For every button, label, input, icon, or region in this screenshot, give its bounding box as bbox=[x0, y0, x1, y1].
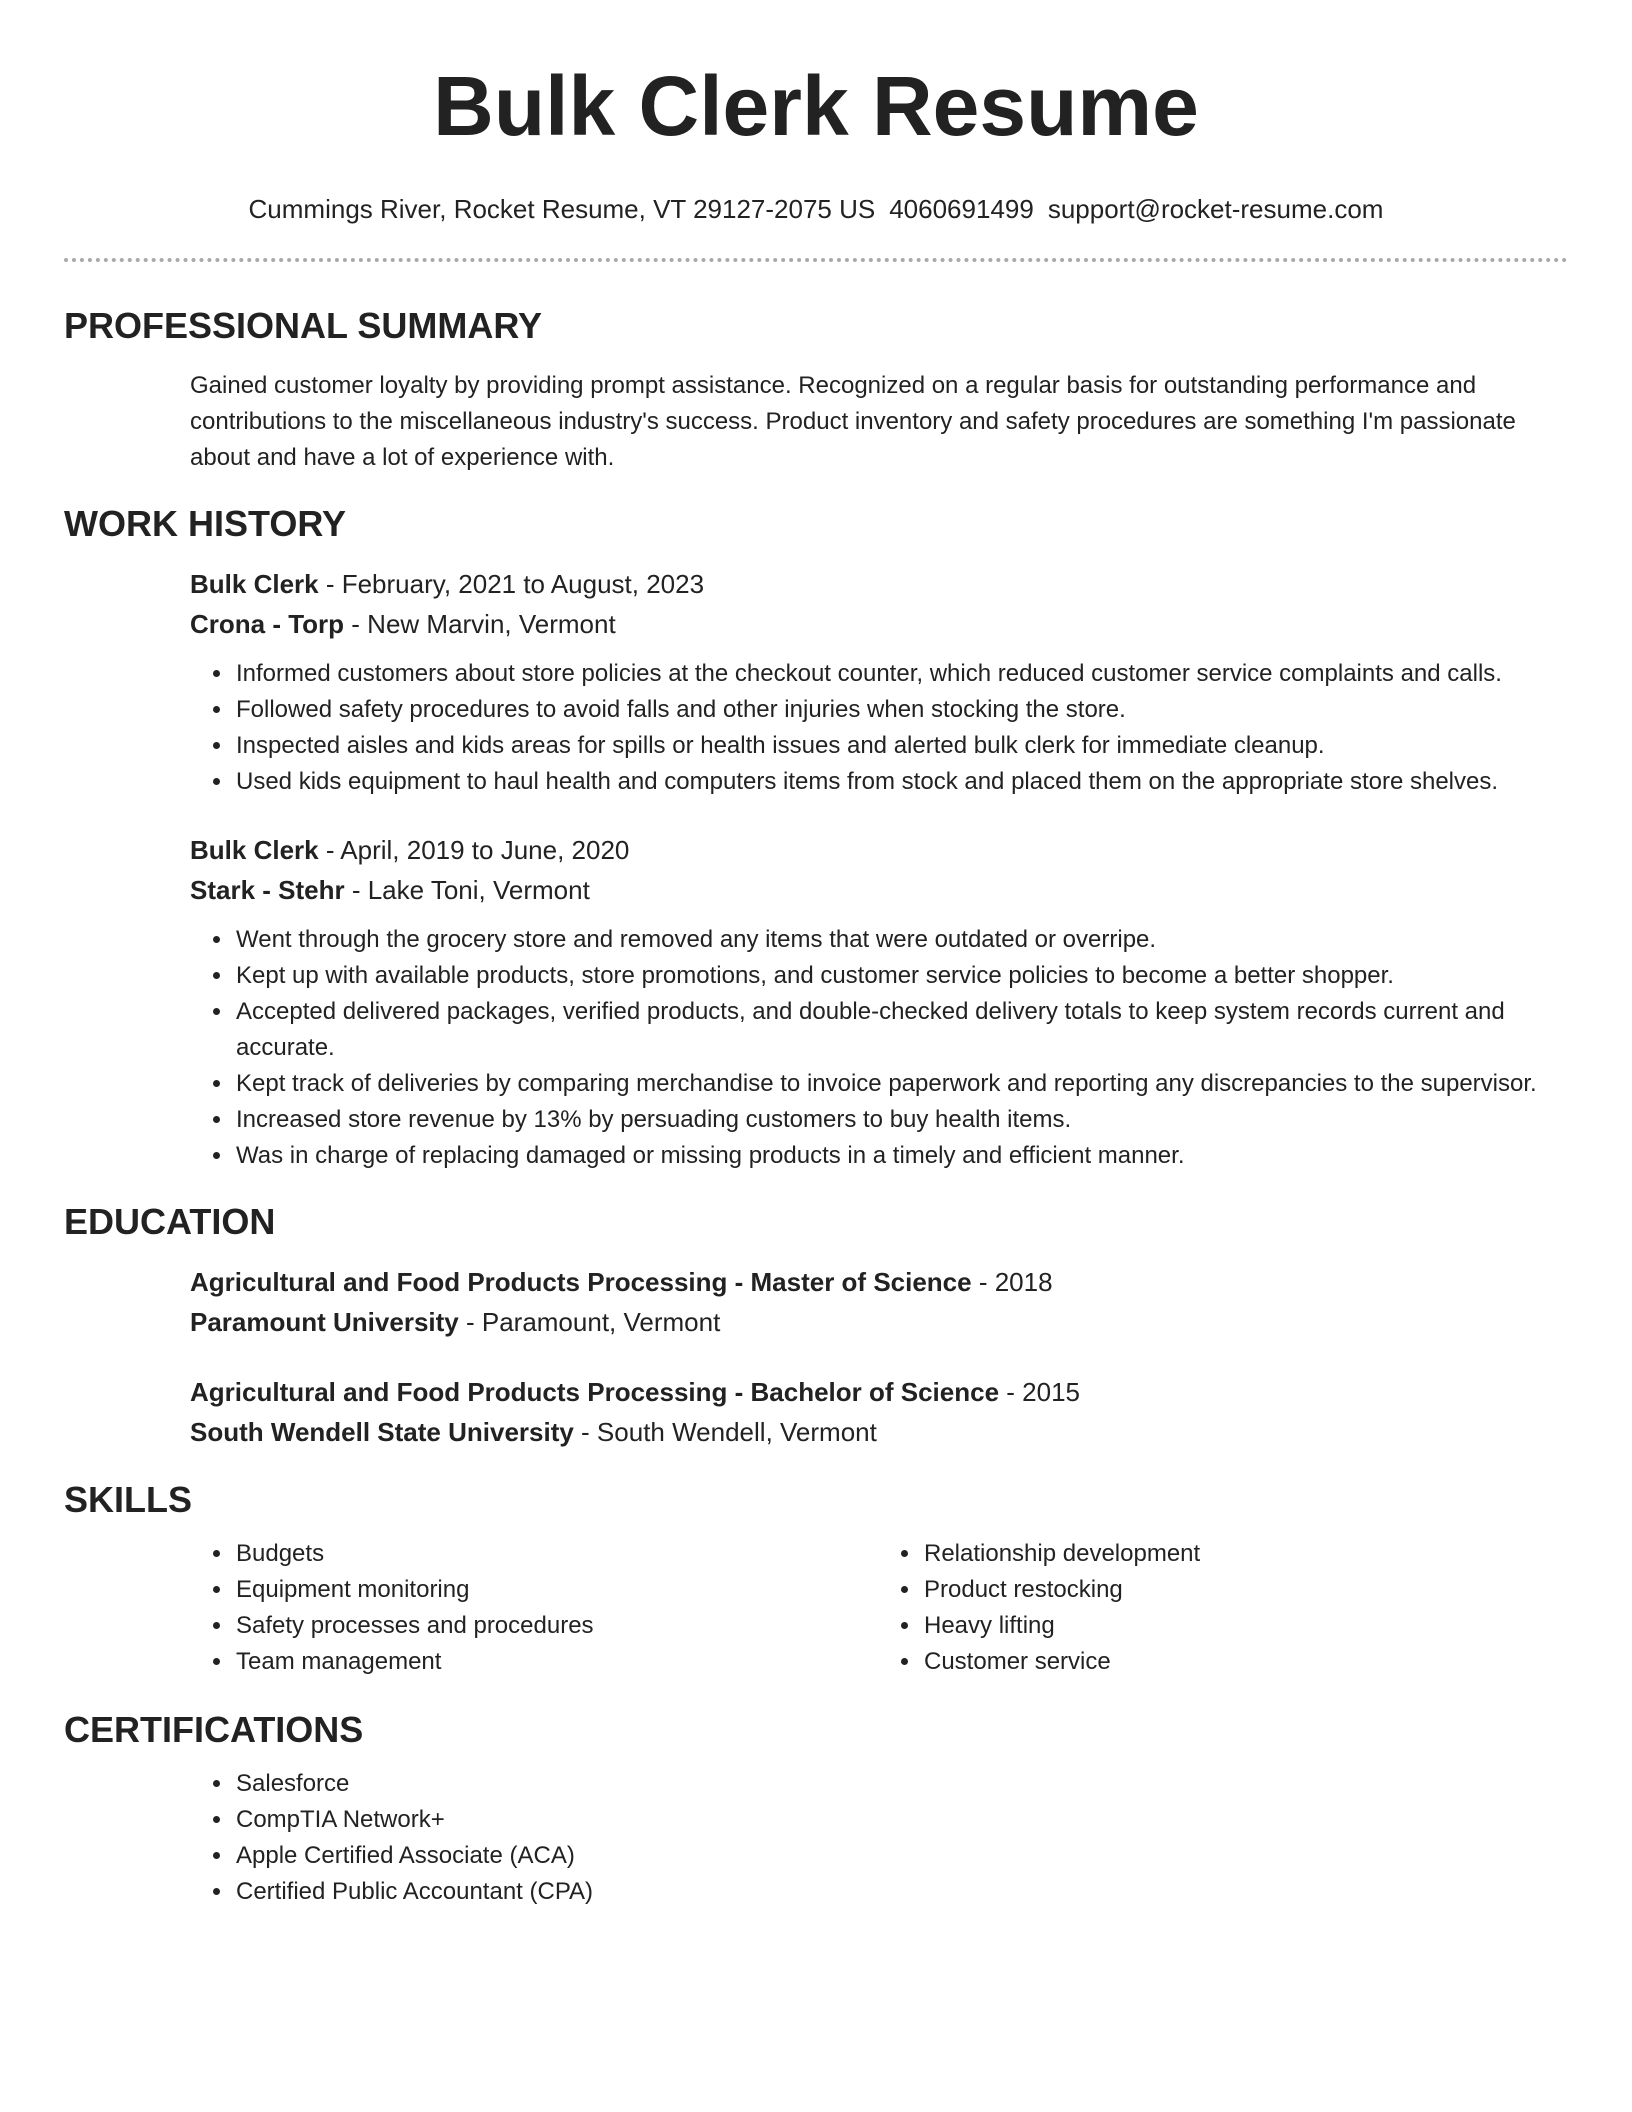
skills-grid bbox=[64, 1536, 1568, 1680]
list-item: • Accepted delivered packages, verified products, and double-checked delivery totals to keep system records current and accurate. bbox=[234, 994, 1568, 1066]
school-line bbox=[190, 1412, 1568, 1452]
list-item: • Kept track of deliveries by comparing merchandise to invoice paperwork and reporting any discrepancies to the supervisor. bbox=[234, 1066, 1568, 1102]
education-heading: EDUCATION bbox=[64, 1201, 276, 1242]
work-history-heading: WORK HISTORY bbox=[64, 503, 347, 544]
job-location: - New Marvin, Vermont bbox=[344, 609, 616, 639]
list-item: • Product restocking bbox=[922, 1572, 1568, 1608]
education-entry bbox=[64, 1372, 1568, 1452]
summary-text: Gained customer loyalty by providing prompt assistance. Recognized on a regular basis for outstanding performance and contributions to the miscellaneous industry's success. Product inventory and safety procedures are something I'm passionate about and have a lot of experience with. bbox=[190, 372, 1516, 471]
job-entry bbox=[64, 564, 1568, 800]
list-item: • Safety processes and procedures bbox=[234, 1608, 880, 1644]
degree-year: - 2015 bbox=[999, 1377, 1080, 1407]
job-title-line bbox=[190, 564, 1568, 604]
certifications-heading: CERTIFICATIONS bbox=[64, 1709, 364, 1750]
job-company-line bbox=[190, 870, 1568, 910]
summary-heading: PROFESSIONAL SUMMARY bbox=[64, 305, 543, 346]
degree-line bbox=[190, 1372, 1568, 1412]
list-item: • Relationship development bbox=[922, 1536, 1568, 1572]
school-name: Paramount University bbox=[190, 1307, 459, 1337]
list-item: • Certified Public Accountant (CPA) bbox=[234, 1874, 1568, 1910]
job-company: Crona - Torp bbox=[190, 609, 345, 639]
list-item: • Informed customers about store policies at the checkout counter, which reduced customer service complaints and calls. bbox=[234, 656, 1568, 692]
list-item: • Team management bbox=[234, 1644, 880, 1680]
job-title: Bulk Clerk bbox=[190, 569, 319, 599]
skills-list-left bbox=[64, 1536, 880, 1680]
school-location: - Paramount, Vermont bbox=[458, 1307, 721, 1337]
degree-name: Agricultural and Food Products Processing - Master of Science bbox=[190, 1267, 972, 1297]
job-title-line bbox=[190, 830, 1568, 870]
contact-phone: 4060691499 bbox=[889, 194, 1034, 224]
job-bullets bbox=[64, 922, 1568, 1174]
resume-title: Bulk Clerk Resume bbox=[433, 59, 1199, 153]
school-line bbox=[190, 1302, 1568, 1342]
skills-list-right bbox=[880, 1536, 1568, 1680]
job-bullets bbox=[64, 656, 1568, 800]
degree-year: - 2018 bbox=[971, 1267, 1053, 1297]
header-divider bbox=[64, 258, 1568, 262]
resume-page bbox=[64, 0, 1568, 1910]
list-item: • Used kids equipment to haul health and computers items from stock and placed them on the appropriate store shelves. bbox=[234, 764, 1568, 800]
degree-name: Agricultural and Food Products Processing - Bachelor of Science bbox=[190, 1377, 1000, 1407]
job-dates: - April, 2019 to June, 2020 bbox=[318, 835, 630, 865]
skills-heading: SKILLS bbox=[64, 1479, 193, 1520]
job-company-line bbox=[190, 604, 1568, 644]
list-item: • Followed safety procedures to avoid falls and other injuries when stocking the store. bbox=[234, 692, 1568, 728]
list-item: • Went through the grocery store and removed any items that were outdated or overripe. bbox=[234, 922, 1568, 958]
degree-line bbox=[190, 1262, 1568, 1302]
list-item: • Inspected aisles and kids areas for spills or health issues and alerted bulk clerk for immediate cleanup. bbox=[234, 728, 1568, 764]
contact-address: Cummings River, Rocket Resume, VT 29127-2075 US bbox=[248, 194, 876, 224]
list-item: • Customer service bbox=[922, 1644, 1568, 1680]
school-name: South Wendell State University bbox=[190, 1417, 574, 1447]
list-item: • CompTIA Network+ bbox=[234, 1802, 1568, 1838]
list-item: • Equipment monitoring bbox=[234, 1572, 880, 1608]
education-entry bbox=[64, 1262, 1568, 1342]
job-title: Bulk Clerk bbox=[190, 835, 319, 865]
list-item: • Apple Certified Associate (ACA) bbox=[234, 1838, 1568, 1874]
contact-email: support@rocket-resume.com bbox=[1047, 194, 1384, 224]
list-item: • Salesforce bbox=[234, 1766, 1568, 1802]
list-item: • Kept up with available products, store promotions, and customer service policies to become a better shopper. bbox=[234, 958, 1568, 994]
list-item: • Budgets bbox=[234, 1536, 880, 1572]
list-item: • Was in charge of replacing damaged or missing products in a timely and efficient manner. bbox=[234, 1138, 1568, 1174]
certifications-list bbox=[64, 1766, 1568, 1910]
job-dates: - February, 2021 to August, 2023 bbox=[318, 569, 705, 599]
school-location: - South Wendell, Vermont bbox=[573, 1417, 877, 1447]
job-entry bbox=[64, 830, 1568, 1174]
job-company: Stark - Stehr bbox=[190, 875, 345, 905]
list-item: • Heavy lifting bbox=[922, 1608, 1568, 1644]
list-item: • Increased store revenue by 13% by persuading customers to buy health items. bbox=[234, 1102, 1568, 1138]
contact-line bbox=[64, 192, 1568, 226]
job-location: - Lake Toni, Vermont bbox=[344, 875, 590, 905]
